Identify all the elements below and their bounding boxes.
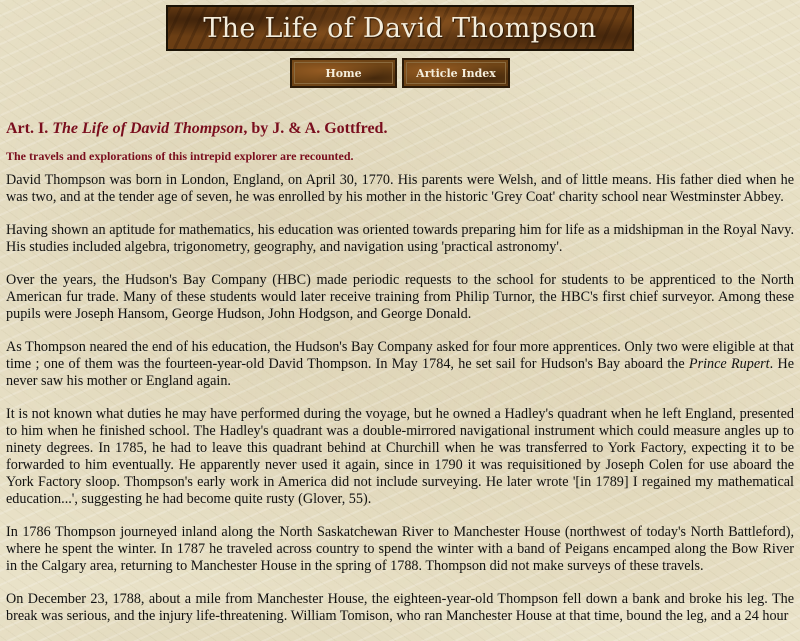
paragraph-4-text-a: As Thompson neared the end of his education, the Hudson's Bay Company asked for four more apprentices. Only two were eligible at that time ; one of them was the fourteen-year-old David Thompson. In May 1784, he set sail for Hudson's Bay aboard the [6,339,794,372]
article-byline: , by J. & A. Gottfred. [243,120,388,137]
paragraph-1: David Thompson was born in London, England, on April 30, 1770. His parents were Welsh, and of little means. His father died when he was two, and at the tender age of seven, he was enrolled by his mother in the historic 'Grey Coat' charity school near Westminster Abbey. [6,172,794,205]
paragraph-4 [6,339,794,390]
paragraph-3: Over the years, the Hudson's Bay Company (HBC) made periodic requests to the school for students to be apprenticed to the North American fur trade. Many of these students would later receive training from Philip Turnor, the HBC's first chief surveyor. Among these pupils were Joseph Hansom, George Hudson, John Hodgson, and George Donald. [6,272,794,322]
ship-name: Prince Rupert [688,356,770,372]
paragraph-5: It is not known what duties he may have performed during the voyage, but he owned a Hadley's quadrant when he left England, presented to him when he finished school. The Hadley's quadrant was a double-mirrored navigational instrument which could measure angles up to ninety degrees. In 1785, he had to leave this quadrant behind at Churchill when he was transferred to York Factory, expecting it to be forwarded to him eventually. He apparently never used it again, since in 1790 it was requisitioned by Joseph Colen for use aboard the York Factory sloop. Thompson's early work in America did not include surveying. He later wrote '[in 1789] I regained my mathematical education...', suggesting he had become quite rusty (Glover, 55). [6,406,794,507]
paragraph-2: Having shown an aptitude for mathematics, his education was oriented towards preparing him for life as a midshipman in the Royal Navy. His studies included algebra, trigonometry, geography, and navigation using 'practical astronomy'. [6,222,794,255]
article-content [6,118,794,641]
paragraph-7: On December 23, 1788, about a mile from Manchester House, the eighteen-year-old Thompson fell down a bank and broke his leg. The break was serious, and the injury life-threatening. William Tomison, who ran Manchester House at that time, bound the leg, and a 24 hour [6,591,794,624]
article-index-button[interactable]: Article Index [402,58,510,88]
site-banner [166,5,634,51]
nav-bar [290,58,510,88]
paragraph-4-text-b: . He never saw his mother or England again. [6,356,794,389]
article-heading [6,118,794,140]
article-title-italic: The Life of David Thompson [52,120,244,137]
article-number: Art. I. [6,120,49,137]
article-subtitle: The travels and explorations of this intrepid explorer are recounted. [6,149,354,163]
site-title: The Life of David Thompson [203,12,597,44]
home-button[interactable]: Home [290,58,397,88]
paragraph-6: In 1786 Thompson journeyed inland along the North Saskatchewan River to Manchester House (northwest of today's North Battleford), where he spent the winter. In 1787 he traveled across country to spend the winter with a band of Peigans encamped along the Bow River in the Calgary area, returning to Manchester House in the spring of 1788. Thompson did not make surveys of these travels. [6,524,794,574]
